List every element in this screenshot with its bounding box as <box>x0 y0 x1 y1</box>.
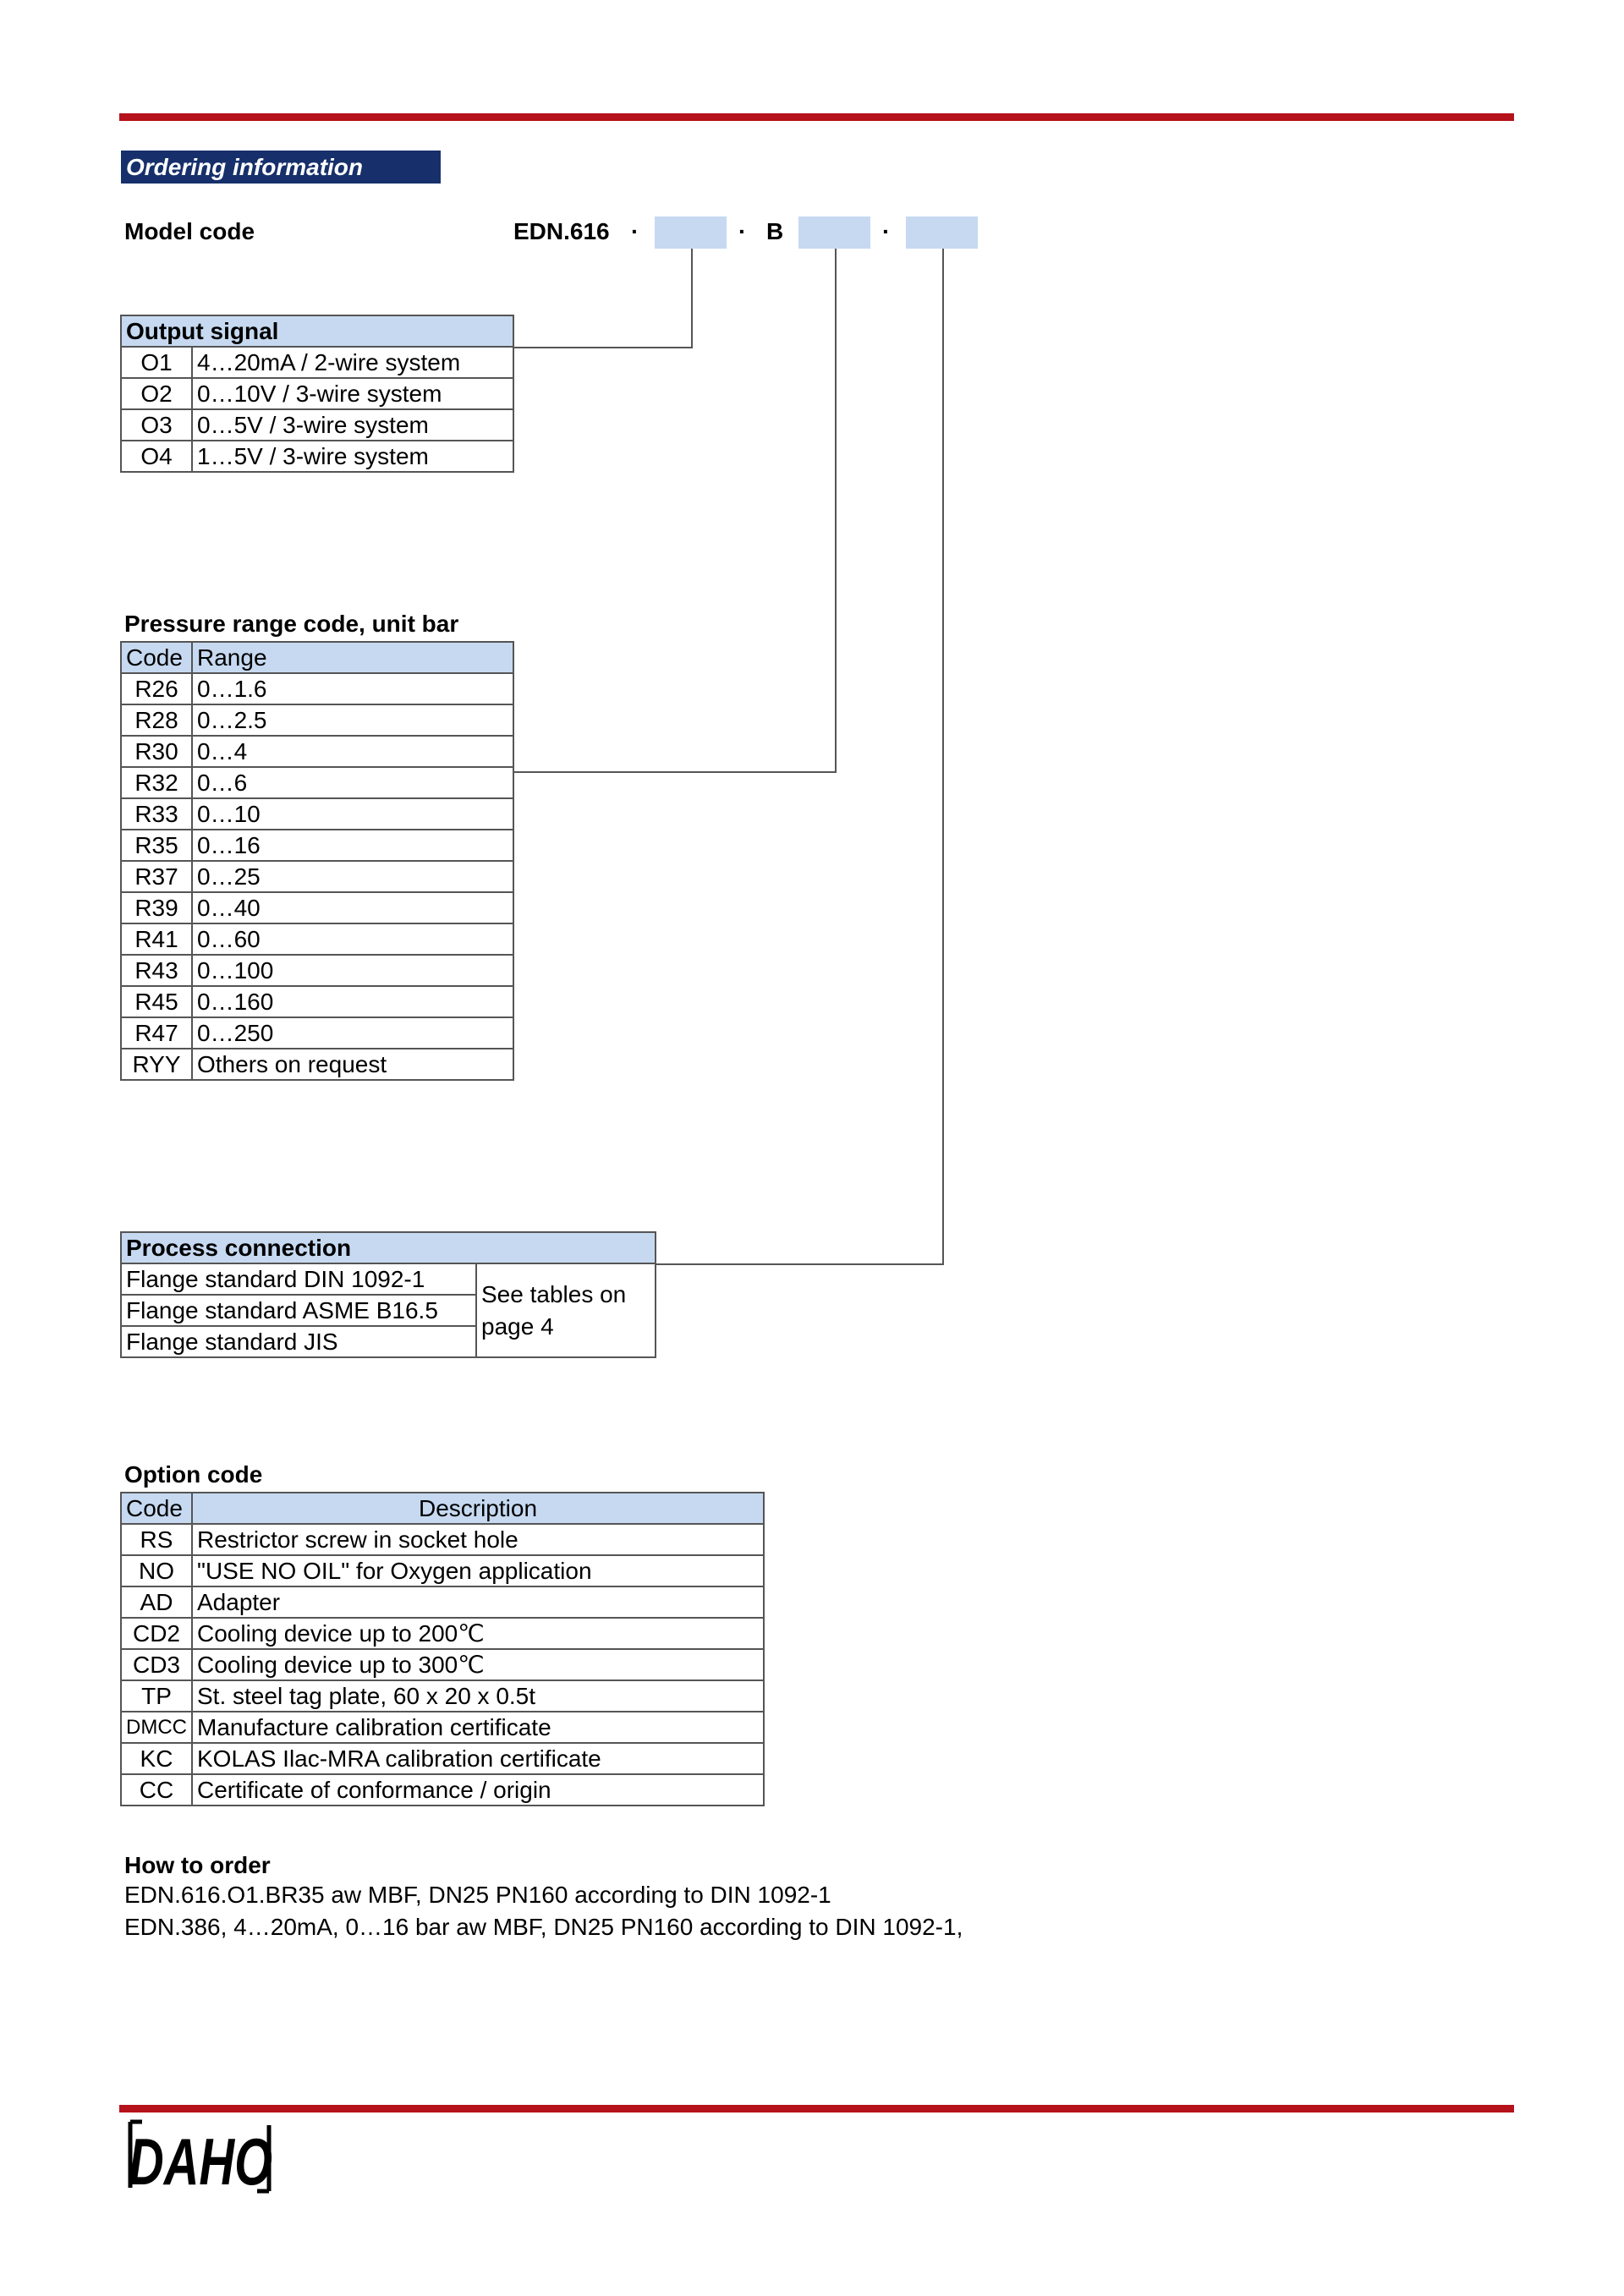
table-row <box>121 830 513 861</box>
table-row <box>121 1774 764 1806</box>
code-cell: R28 <box>121 704 192 736</box>
table-row <box>121 1712 764 1743</box>
range-cell: 0…40 <box>192 892 513 923</box>
table-row <box>121 1586 764 1618</box>
pressure-range-title: Pressure range code, unit bar <box>124 611 459 637</box>
range-cell: 0…60 <box>192 923 513 955</box>
code-cell: CD2 <box>121 1618 192 1649</box>
note-line-1: See tables on <box>481 1280 627 1307</box>
code-cell: R37 <box>121 861 192 892</box>
desc-cell: KOLAS Ilac-MRA calibration certificate <box>192 1743 764 1774</box>
model-code-prefix: EDN.616 <box>513 218 610 244</box>
range-cell: 0…2.5 <box>192 704 513 736</box>
desc-cell: Cooling device up to 300℃ <box>192 1649 764 1680</box>
see-tables-note <box>476 1263 656 1357</box>
model-code-dot: · <box>738 218 747 244</box>
range-cell: 0…160 <box>192 986 513 1017</box>
table-row <box>121 1049 513 1080</box>
code-cell: RS <box>121 1524 192 1555</box>
range-cell: 0…16 <box>192 830 513 861</box>
logo-text: DAHO <box>129 2124 272 2199</box>
footer-rule <box>119 2105 1514 2112</box>
table-row <box>121 409 513 441</box>
table-row <box>121 1555 764 1586</box>
range-cell: Others on request <box>192 1049 513 1080</box>
code-cell: R43 <box>121 955 192 986</box>
model-code-b: B <box>766 218 784 244</box>
code-cell: R26 <box>121 673 192 704</box>
desc-cell: 1…5V / 3-wire system <box>192 441 513 472</box>
col-code-header: Code <box>121 642 192 673</box>
output-signal-table <box>120 315 514 473</box>
code-cell: R47 <box>121 1017 192 1049</box>
code-cell: NO <box>121 1555 192 1586</box>
daho-logo-graphic <box>127 2118 279 2199</box>
table-row <box>121 704 513 736</box>
table-row <box>121 955 513 986</box>
code-cell: R30 <box>121 736 192 767</box>
code-cell: O1 <box>121 347 192 378</box>
desc-cell: Restrictor screw in socket hole <box>192 1524 764 1555</box>
code-cell: CD3 <box>121 1649 192 1680</box>
col-range-header: Range <box>192 642 513 673</box>
how-to-order-title: How to order <box>124 1852 271 1878</box>
code-cell: DMCC <box>121 1712 192 1743</box>
range-cell: 0…10 <box>192 798 513 830</box>
range-cell: 0…100 <box>192 955 513 986</box>
process-connection-title: Process connection <box>121 1232 656 1263</box>
desc-cell: 4…20mA / 2-wire system <box>192 347 513 378</box>
table-row <box>121 1649 764 1680</box>
desc-cell: 0…10V / 3-wire system <box>192 378 513 409</box>
table-row <box>121 347 513 378</box>
table-row <box>121 892 513 923</box>
code-cell: AD <box>121 1586 192 1618</box>
code-cell: R33 <box>121 798 192 830</box>
code-cell: TP <box>121 1680 192 1712</box>
table-row <box>121 798 513 830</box>
table-row <box>121 861 513 892</box>
code-cell: O3 <box>121 409 192 441</box>
order-example-2: EDN.386, 4…20mA, 0…16 bar aw MBF, DN25 PN160 according to DIN 1092-1, <box>124 1914 963 1940</box>
table-row <box>121 441 513 472</box>
table-row <box>121 736 513 767</box>
table-row <box>121 673 513 704</box>
table-row <box>121 767 513 798</box>
desc-cell: St. steel tag plate, 60 x 20 x 0.5t <box>192 1680 764 1712</box>
output-signal-slot <box>655 216 727 249</box>
range-cell: 0…250 <box>192 1017 513 1049</box>
col-code-header: Code <box>121 1493 192 1524</box>
output-signal-title: Output signal <box>121 315 513 347</box>
table-row <box>121 1743 764 1774</box>
desc-cell: Adapter <box>192 1586 764 1618</box>
note-line-2: page 4 <box>481 1312 554 1340</box>
option-code-title: Option code <box>124 1461 263 1488</box>
process-connection-table <box>120 1231 656 1358</box>
option-code-table <box>120 1492 765 1806</box>
table-row <box>121 378 513 409</box>
order-example-1: EDN.616.O1.BR35 aw MBF, DN25 PN160 according to DIN 1092-1 <box>124 1882 831 1908</box>
desc-cell: Manufacture calibration certificate <box>192 1712 764 1743</box>
model-code-dot: · <box>631 218 639 244</box>
range-cell: 0…6 <box>192 767 513 798</box>
code-cell: KC <box>121 1743 192 1774</box>
desc-cell: Cooling device up to 200℃ <box>192 1618 764 1649</box>
code-cell: R45 <box>121 986 192 1017</box>
pressure-range-slot <box>798 216 870 249</box>
code-cell: R32 <box>121 767 192 798</box>
table-row <box>121 986 513 1017</box>
model-code-dot: · <box>882 218 891 244</box>
table-row <box>121 1680 764 1712</box>
table-row <box>121 1017 513 1049</box>
code-cell: RYY <box>121 1049 192 1080</box>
header-rule <box>119 113 1514 121</box>
pressure-range-table <box>120 641 514 1081</box>
process-connection-slot <box>906 216 978 249</box>
flange-cell: Flange standard DIN 1092-1 <box>121 1263 476 1295</box>
daho-logo <box>127 2118 279 2199</box>
flange-cell: Flange standard JIS <box>121 1326 476 1357</box>
flange-cell: Flange standard ASME B16.5 <box>121 1295 476 1326</box>
table-row <box>121 923 513 955</box>
code-cell: R41 <box>121 923 192 955</box>
section-title: Ordering information <box>121 151 441 184</box>
desc-cell: Certificate of conformance / origin <box>192 1774 764 1806</box>
code-cell: O2 <box>121 378 192 409</box>
col-desc-header: Description <box>192 1493 764 1524</box>
code-cell: O4 <box>121 441 192 472</box>
desc-cell: 0…5V / 3-wire system <box>192 409 513 441</box>
table-row <box>121 1524 764 1555</box>
range-cell: 0…1.6 <box>192 673 513 704</box>
code-cell: R35 <box>121 830 192 861</box>
table-row <box>121 1263 656 1295</box>
table-row <box>121 1618 764 1649</box>
range-cell: 0…4 <box>192 736 513 767</box>
desc-cell: "USE NO OIL" for Oxygen application <box>192 1555 764 1586</box>
code-cell: CC <box>121 1774 192 1806</box>
model-code-label: Model code <box>124 218 255 244</box>
connector-process-connection <box>656 249 944 1265</box>
range-cell: 0…25 <box>192 861 513 892</box>
code-cell: R39 <box>121 892 192 923</box>
